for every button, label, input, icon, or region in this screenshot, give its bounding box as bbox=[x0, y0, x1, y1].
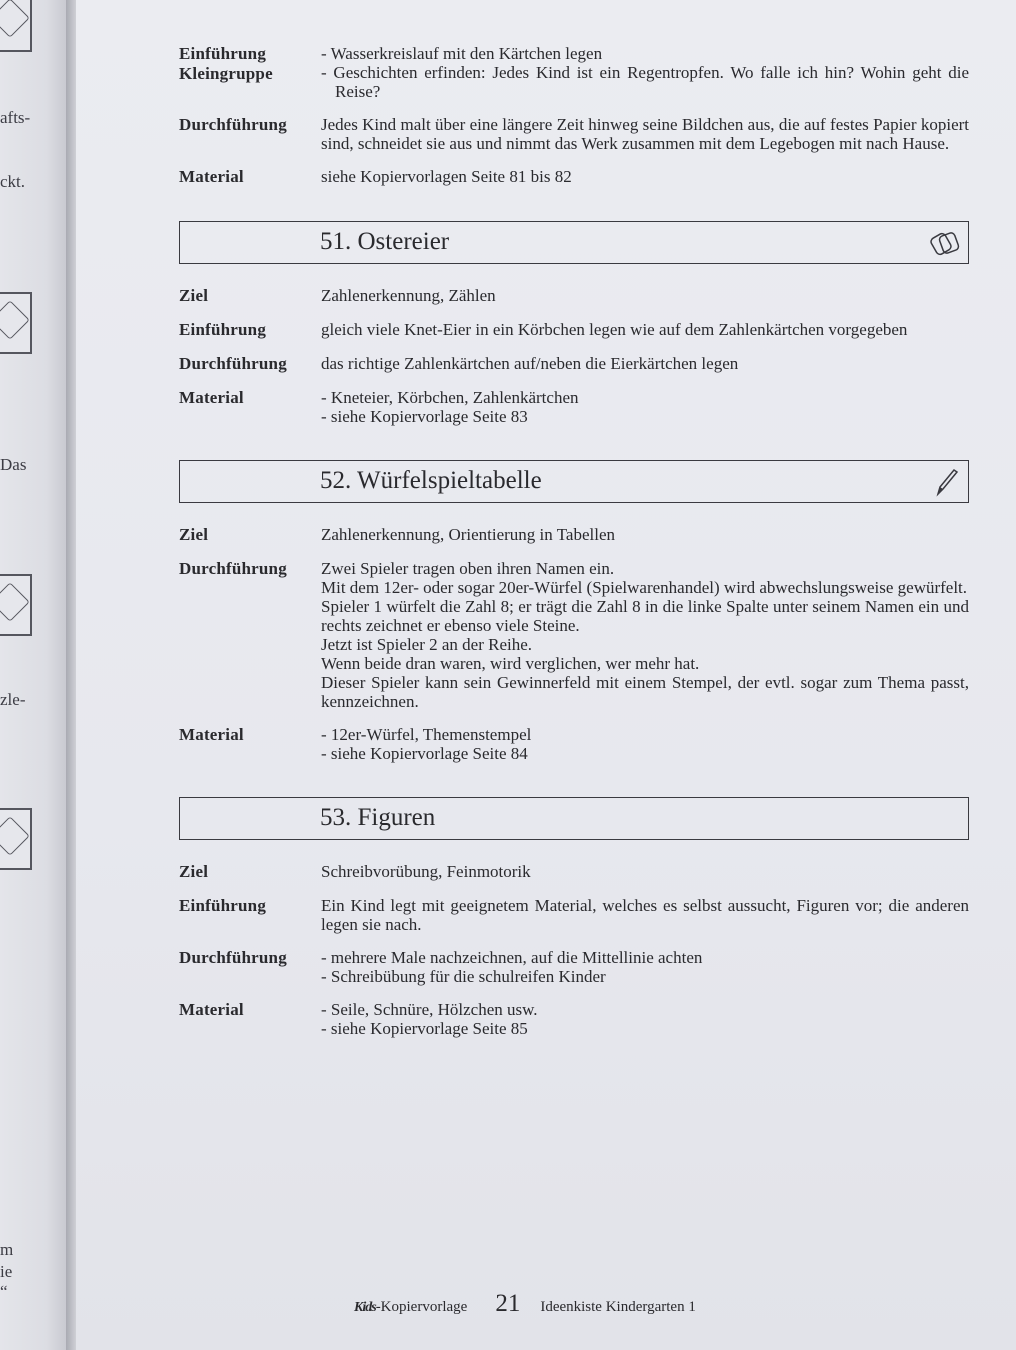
section-header-51 bbox=[179, 221, 969, 264]
row-label: Ziel bbox=[179, 862, 209, 881]
row-value bbox=[321, 559, 969, 711]
page-number: 21 bbox=[495, 1290, 521, 1317]
intro-row-einfuehrung bbox=[179, 44, 969, 101]
dash-item: - Kneteier, Körbchen, Zahlenkärtchen bbox=[321, 388, 579, 407]
dash-item: - siehe Kopiervorlage Seite 85 bbox=[321, 1019, 528, 1038]
dash-item: - siehe Kopiervorlage Seite 83 bbox=[321, 407, 528, 426]
section-title: 52. Würfelspieltabelle bbox=[320, 467, 542, 494]
row-label: Material bbox=[179, 388, 244, 407]
section-53-row-einfuehrung bbox=[179, 896, 969, 934]
dash-item: - Schreibübung für die schulreifen Kinder bbox=[321, 967, 606, 986]
previous-page-section-icon bbox=[0, 292, 32, 354]
row-value bbox=[321, 948, 969, 986]
row-label: Einführung bbox=[179, 320, 267, 339]
dash-item: - mehrere Male nachzeichnen, auf die Mittellinie achten bbox=[321, 948, 703, 967]
row-label: Durchführung bbox=[179, 559, 287, 578]
section-51-row-durchfuehrung bbox=[179, 354, 969, 374]
row-label: Durchführung bbox=[179, 354, 287, 373]
row-value bbox=[321, 44, 969, 101]
row-label: Material bbox=[179, 167, 244, 186]
section-53-row-ziel bbox=[179, 862, 969, 882]
text-line: Dieser Spieler kann sein Gewinnerfeld mit einem Stempel, der evtl. sogar zum Thema passt, kennzeichnen. bbox=[321, 673, 969, 711]
left-fragment: m bbox=[0, 1240, 14, 1259]
text-line: Zwei Spieler tragen oben ihren Namen ein. bbox=[321, 559, 615, 578]
text-line: Spieler 1 würfelt die Zahl 8; er trägt die Zahl 8 in die linke Spalte unter seinem Namen ein und rechts zeichnet er ebenso viele Steine. bbox=[321, 597, 969, 635]
page-content bbox=[179, 44, 969, 1052]
left-fragment: afts- bbox=[0, 108, 31, 127]
dash-item: - Geschichten erfinden: Jedes Kind ist ein Regentropfen. Wo falle ich hin? Wohin geht die Reise? bbox=[321, 63, 969, 101]
row-label: Ziel bbox=[179, 286, 209, 305]
book-page bbox=[76, 0, 1016, 1350]
previous-page-section-icon bbox=[0, 808, 32, 870]
row-value: Schreibvorübung, Feinmotorik bbox=[321, 862, 531, 881]
section-title: 53. Figuren bbox=[320, 804, 436, 831]
dash-item: - Seile, Schnüre, Hölzchen usw. bbox=[321, 1000, 538, 1019]
text-line: Wenn beide dran waren, wird verglichen, wer mehr hat. bbox=[321, 654, 700, 673]
intro-row-durchfuehrung bbox=[179, 115, 969, 153]
publisher-logo: Kids bbox=[354, 1300, 376, 1315]
page-footer bbox=[354, 1290, 774, 1320]
section-header-52 bbox=[179, 460, 969, 503]
row-value: das richtige Zahlenkärtchen auf/neben die Eierkärtchen legen bbox=[321, 354, 739, 373]
dash-item: - Wasserkreislauf mit den Kärtchen legen bbox=[321, 44, 603, 63]
left-fragment: zle- bbox=[0, 690, 26, 709]
previous-page-edge bbox=[0, 0, 66, 1350]
row-value: gleich viele Knet-Eier in ein Körbchen legen wie auf dem Zahlenkärtchen vorgegeben bbox=[321, 320, 908, 339]
left-fragment: ckt. bbox=[0, 172, 26, 191]
row-label: Durchführung bbox=[179, 115, 287, 134]
pencil-icon bbox=[930, 467, 960, 497]
book-title: Ideenkiste Kindergarten 1 bbox=[540, 1299, 696, 1315]
section-title: 51. Ostereier bbox=[320, 228, 450, 255]
previous-page-section-icon bbox=[0, 574, 32, 636]
row-value bbox=[321, 1000, 969, 1038]
row-label: Einführung bbox=[179, 896, 267, 915]
row-value: Zahlenerkennung, Zählen bbox=[321, 286, 496, 305]
footer-label: -Kopiervorlage bbox=[375, 1299, 468, 1315]
section-52-row-durchfuehrung bbox=[179, 559, 969, 711]
text-line: Jetzt ist Spieler 2 an der Reihe. bbox=[321, 635, 533, 654]
row-value bbox=[321, 388, 969, 426]
previous-page-section-icon bbox=[0, 0, 32, 52]
row-label: Material bbox=[179, 725, 244, 744]
left-fragment: Das bbox=[0, 455, 27, 474]
book-gutter bbox=[66, 0, 76, 1350]
section-51-row-material bbox=[179, 388, 969, 426]
section-53-row-material bbox=[179, 1000, 969, 1038]
row-value bbox=[321, 725, 969, 763]
row-value: siehe Kopiervorlagen Seite 81 bis 82 bbox=[321, 167, 572, 186]
row-value: Zahlenerkennung, Orientierung in Tabellen bbox=[321, 525, 616, 544]
cards-icon bbox=[930, 228, 960, 258]
section-52-row-ziel bbox=[179, 525, 969, 545]
section-52-row-material bbox=[179, 725, 969, 763]
section-51-row-ziel bbox=[179, 286, 969, 306]
row-value: Jedes Kind malt über eine längere Zeit hinweg seine Bildchen aus, die auf festes Papier kopiert sind, schneidet sie aus und nimmt das Werk zusammen mit dem Legebogen mit nach Hause. bbox=[321, 115, 969, 153]
section-51-row-einfuehrung bbox=[179, 320, 969, 340]
text-line: Mit dem 12er- oder sogar 20er-Würfel (Spielwarenhandel) wird abwechslungsweise gewürfelt. bbox=[321, 578, 968, 597]
row-label: Durchführung bbox=[179, 948, 287, 967]
dash-item: - siehe Kopiervorlage Seite 84 bbox=[321, 744, 528, 763]
left-fragment: “ bbox=[0, 1282, 8, 1301]
section-53-row-durchfuehrung bbox=[179, 948, 969, 986]
intro-row-material bbox=[179, 167, 969, 187]
row-label: Ziel bbox=[179, 525, 209, 544]
row-value: Ein Kind legt mit geeignetem Material, welches es selbst aussucht, Figuren vor; die anderen legen sie nach. bbox=[321, 896, 969, 934]
section-header-53 bbox=[179, 797, 969, 840]
row-label: Einführung Kleingruppe bbox=[179, 44, 273, 83]
left-fragment: ie bbox=[0, 1262, 13, 1281]
dash-item: - 12er-Würfel, Themenstempel bbox=[321, 725, 532, 744]
row-label: Material bbox=[179, 1000, 244, 1019]
